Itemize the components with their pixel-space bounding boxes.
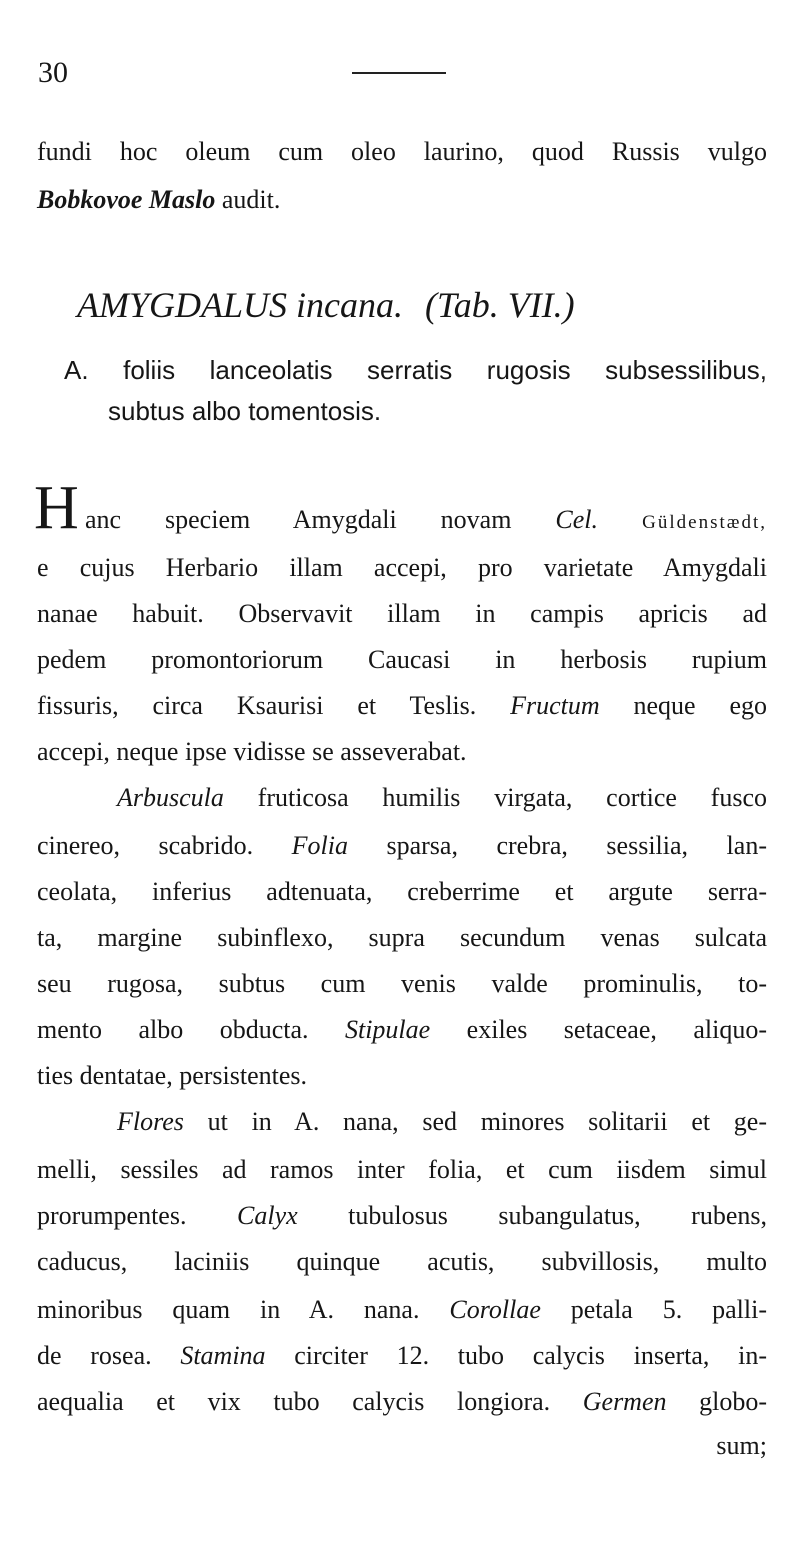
p1-line-2: e cujus Herbario illam accepi, pro varietate Amygdali (37, 553, 767, 582)
p1-line-4: pedem promontoriorum Caucasi in herbosis rupium (37, 645, 767, 674)
page-number: 30 (38, 56, 68, 89)
p3-l7-text: aequalia et vix tubo calycis longiora. (37, 1387, 583, 1416)
p2-line-4: ta, margine subinflexo, supra secundum venas sulcata (37, 923, 767, 952)
p2-line-7: ties dentatae, persistentes. (37, 1061, 308, 1090)
intro-line-1: fundi hoc oleum cum oleo laurino, quod Russis vulgo (37, 137, 767, 166)
p3-l6-end: circiter 12. tubo calycis inserta, in- (265, 1341, 767, 1370)
p3-line-6 (37, 1339, 767, 1373)
p2-line-1 (117, 781, 767, 815)
p3-l5-end: petala 5. palli- (540, 1295, 768, 1324)
p3-l3-ital: Calyx (237, 1201, 298, 1230)
p3-line-4: caducus, laciniis quinque acutis, subvillosis, multo (37, 1247, 767, 1276)
p1-line-5 (37, 689, 767, 723)
p1-l1-name: Güldenstædt, (597, 512, 767, 533)
p3-l6-text: de rosea. (37, 1341, 181, 1370)
p2-l2-end: sparsa, crebra, sessilia, lan- (347, 831, 767, 860)
p3-l3-text: prorumpentes. (37, 1201, 237, 1230)
p2-l2-ital: Folia (291, 831, 348, 860)
p3-l7-ital: Germen (582, 1387, 667, 1416)
heading-species: incana. (296, 285, 403, 325)
heading-genus: AMYGDALUS (77, 285, 288, 325)
p1-l5-ital: Fructum (510, 691, 600, 720)
p1-line-3: nanae habuit. Observavit illam in campis apricis ad (37, 599, 767, 628)
p2-l2-text: cinereo, scabrido. (37, 831, 292, 860)
p2-line-5: seu rugosa, subtus cum venis valde prominulis, to- (37, 969, 767, 998)
p1-l1-text: anc speciem Amygdali novam (85, 505, 556, 534)
p3-l6-ital: Stamina (180, 1341, 266, 1370)
p2-l1-text: fruticosa humilis virgata, cortice fusco (223, 783, 767, 812)
p2-line-2 (37, 829, 767, 863)
p2-l6-text: mento albo obducta. (37, 1015, 345, 1044)
p3-line-8: sum; (716, 1431, 767, 1460)
p1-l5-text: fissuris, circa Ksaurisi et Teslis. (37, 691, 511, 720)
p3-l5-ital: Corollae (449, 1295, 541, 1324)
p1-l1-cel: Cel. (555, 505, 598, 534)
species-heading (77, 283, 575, 327)
p2-l6-ital: Stipulae (344, 1015, 431, 1044)
p3-l5-text: minoribus quam in A. nana. (37, 1295, 450, 1324)
diagnosis-line-1: A. foliis lanceolatis serratis rugosis subsessilibus, (64, 355, 767, 385)
p2-line-6 (37, 1013, 767, 1047)
header-rule (352, 72, 446, 74)
p2-l1-ital: Arbuscula (117, 783, 224, 812)
p2-l6-end: exiles setaceae, aliquo- (430, 1015, 767, 1044)
p3-l7-end: globo- (666, 1387, 767, 1416)
p3-l1-ital: Flores (117, 1107, 184, 1136)
p1-l5-end: neque ego (599, 691, 767, 720)
p3-l3-end: tubulosus subangulatus, rubens, (297, 1201, 768, 1230)
intro-name: Bobkovoe Maslo (37, 185, 216, 214)
p3-line-2: melli, sessiles ad ramos inter folia, et cum iisdem simul (37, 1155, 767, 1184)
p3-line-3 (37, 1199, 767, 1233)
drop-cap: H (34, 474, 79, 542)
intro-line-2 (37, 183, 767, 217)
p3-l1-text: ut in A. nana, sed minores solitarii et ge- (183, 1107, 767, 1136)
heading-table-ref: (Tab. VII.) (425, 285, 575, 325)
diagnosis-line-2: subtus albo tomentosis. (108, 396, 382, 426)
intro-tail: audit. (215, 185, 281, 214)
p3-line-7 (37, 1385, 767, 1419)
p3-line-1 (117, 1105, 767, 1139)
p1-line-6: accepi, neque ipse vidisse se asseverabat. (37, 737, 467, 766)
p3-line-5 (37, 1293, 767, 1327)
p2-line-3: ceolata, inferius adtenuata, creberrime et argute serra- (37, 877, 767, 906)
p1-line-1 (85, 503, 767, 540)
